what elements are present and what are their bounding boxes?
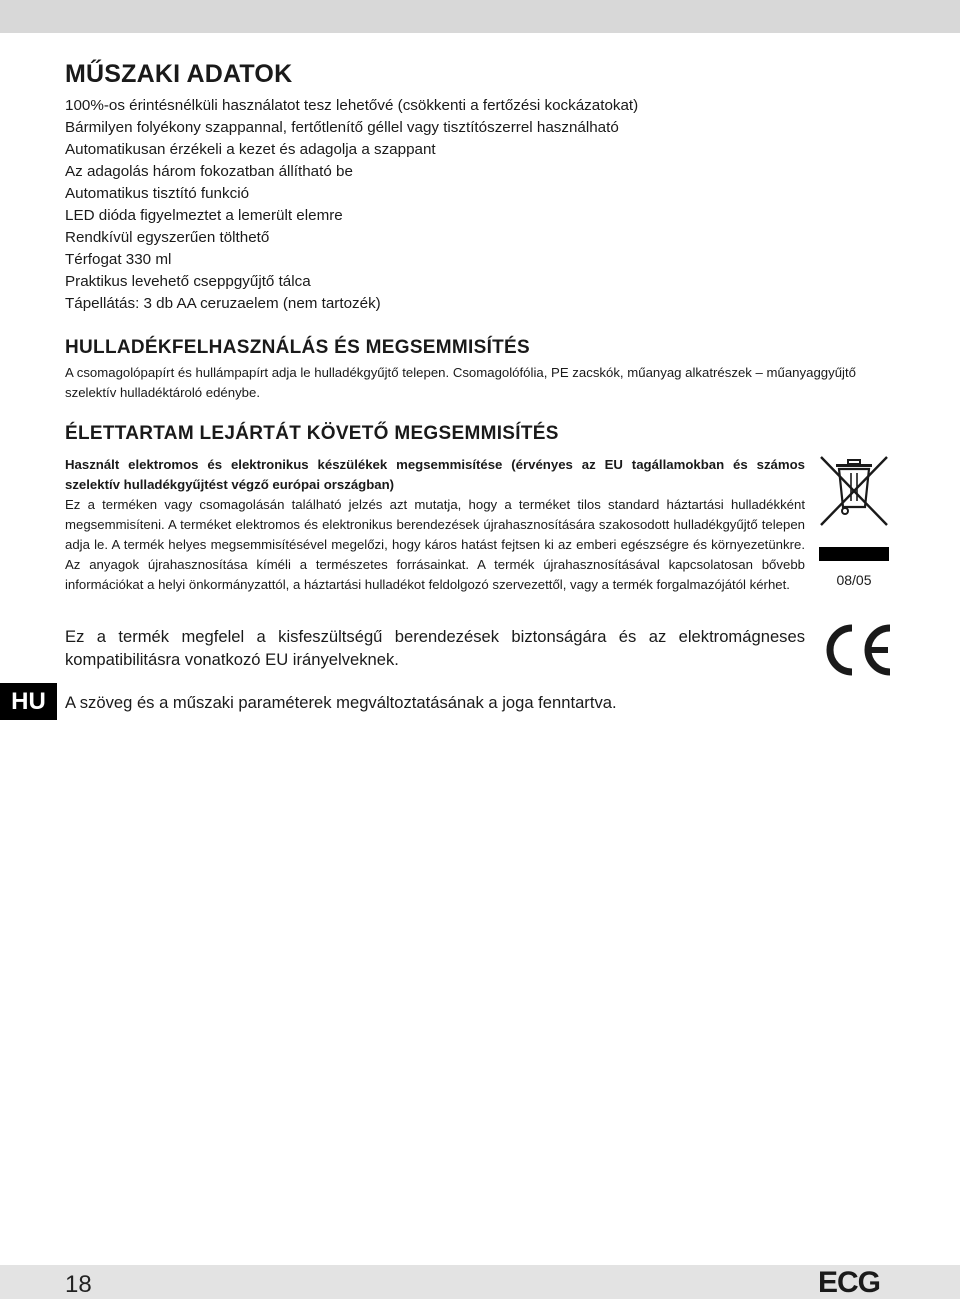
ce-mark-icon [820, 622, 896, 678]
recycling-text: A csomagolópapírt és hullámpapírt adja le hulladékgyűjtő telepen. Csomagolófólia, PE zacskók, műanyag alkatrészek – műanyaggyűjtő szelektív hulladéktároló edénybe. [65, 365, 856, 400]
footer-band [0, 1265, 960, 1299]
weee-code: 08/05 [836, 572, 872, 588]
crossed-bin-icon [817, 455, 891, 563]
spec-item: Az adagolás három fokozatban állítható be [65, 163, 353, 180]
disposal-heading: ÉLETTARTAM LEJÁRTÁT KÖVETŐ MEGSEMMISÍTÉS [65, 423, 559, 444]
spec-item: Bármilyen folyékony szappannal, fertőtlenítő géllel vagy tisztítószerrel használható [65, 119, 619, 136]
page-number: 18 [65, 1271, 92, 1298]
disposal-bold-text: Használt elektromos és elektronikus készülékek megsemmisítése (érvényes az EU tagállamokban és számos szelektív hulladékgyűjtést végző európai országban) [65, 457, 805, 492]
weee-symbol [817, 455, 897, 588]
page-title: MŰSZAKI ADATOK [65, 60, 293, 88]
disposal-text: Ez a terméken vagy csomagolásán található jelzés azt mutatja, hogy a terméket tilos standard háztartási hulladékként megsemmisíteni. A terméket elektromos és elektronikus berendezések újrahasznosítására szakosodott hulladékgyűjtő telepen adja le. A termék helyes megsemmisítésével megelőzi, hogy káros hatást fejtsen ki az emberi egészségre és környezetünkre. Az anyagok újrahasznosítása kíméli a természetes forrásainkat. A termék újrahasznosításával kapcsolatosan bővebb információkat a helyi önkormányzattól, a háztartási hulladékot feldolgozó szervezettől, vagy a termék forgalmazójától kérhet. [65, 497, 805, 592]
disposal-text-block [65, 455, 805, 595]
recycling-section [65, 337, 900, 403]
disposal-row [65, 455, 900, 595]
spec-item: 100%-os érintésnélküli használatot tesz lehetővé (csökkenti a fertőzési kockázatokat) [65, 97, 639, 114]
content [65, 60, 900, 688]
rights-reserved-note: A szöveg és a műszaki paraméterek megváltoztatásának a joga fenntartva. [65, 693, 617, 712]
brand-logo: ECG [818, 1266, 881, 1299]
recycling-heading: HULLADÉKFELHASZNÁLÁS ÉS MEGSEMMISÍTÉS [65, 337, 531, 358]
language-tab: HU [0, 683, 57, 720]
spec-item: Rendkívül egyszerűen tölthető [65, 229, 270, 246]
spec-item: Automatikus tisztító funkció [65, 185, 250, 202]
spec-item: Praktikus levehető cseppgyűjtő tálca [65, 273, 311, 290]
spec-item: Térfogat 330 ml [65, 251, 172, 268]
specs-list [65, 95, 900, 315]
conformity-statement: Ez a termék megfelel a kisfeszültségű berendezések biztonságára és az elektromágneses kompatibilitásra vonatkozó EU irányelveknek. [65, 627, 805, 669]
spec-item: LED dióda figyelmeztet a lemerült elemre [65, 207, 343, 224]
top-band [0, 0, 960, 33]
disposal-section [65, 423, 900, 595]
spec-item: Tápellátás: 3 db AA ceruzaelem (nem tartozék) [65, 295, 381, 312]
spec-item: Automatikusan érzékeli a kezet és adagolja a szappant [65, 141, 436, 158]
